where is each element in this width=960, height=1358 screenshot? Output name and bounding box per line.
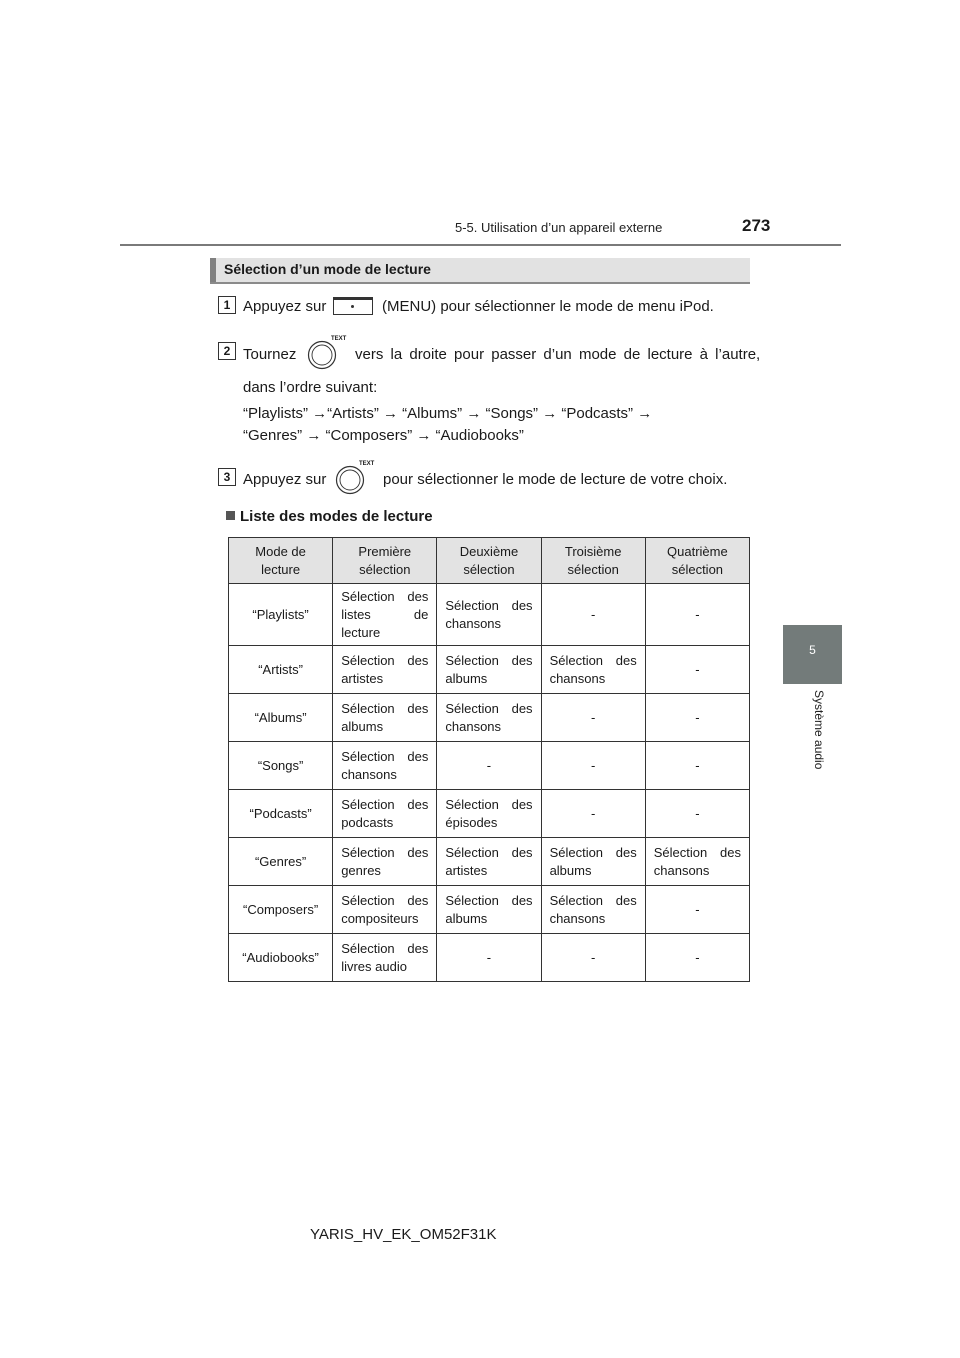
knob-text-label: TEXT [359, 461, 375, 467]
table-cell: Sélection des chansons [333, 742, 437, 790]
table-cell: Sélection des épisodes [437, 790, 541, 838]
step-2-text-after: vers la droite pour passer d’un mode de lecture à l’autre, [355, 346, 761, 363]
table-cell: - [645, 790, 749, 838]
table-cell: - [541, 790, 645, 838]
table-cell: Sélection des albums [333, 694, 437, 742]
step-3-text-after: pour sélectionner le mode de lecture de votre choix. [383, 471, 728, 488]
table-cell: “Albums” [229, 694, 333, 742]
table-cell: Sélection des chansons [541, 646, 645, 694]
table-cell: “Genres” [229, 838, 333, 886]
table-cell: Sélection des artistes [437, 838, 541, 886]
table-cell: - [645, 584, 749, 646]
table-row [229, 742, 750, 790]
table-cell: Sélection des compositeurs [333, 886, 437, 934]
playback-modes-table [228, 537, 750, 982]
table-cell: Sélection des albums [541, 838, 645, 886]
bullet-square-icon [226, 511, 235, 520]
text-knob-icon [335, 461, 375, 495]
table-cell: Sélection des chansons [541, 886, 645, 934]
subsection-heading [226, 508, 433, 525]
step-3-text-before: Appuyez sur [243, 471, 327, 488]
table-cell: Sélection des chansons [437, 584, 541, 646]
menu-button-dot [351, 305, 354, 308]
table-cell: Sélection des albums [437, 886, 541, 934]
header-cell: Quatrième sélection [645, 538, 749, 584]
table-cell: - [645, 646, 749, 694]
subsection-title: Liste des modes de lecture [240, 508, 433, 525]
table-row [229, 646, 750, 694]
table-cell: - [541, 694, 645, 742]
table-cell: - [645, 742, 749, 790]
table-cell: - [541, 584, 645, 646]
header-cell: Troisième sélection [541, 538, 645, 584]
header-cell: Mode de lecture [229, 538, 333, 584]
table-cell: Sélection des livres audio [333, 934, 437, 982]
table-cell: “Podcasts” [229, 790, 333, 838]
table-cell: “Artists” [229, 646, 333, 694]
text-knob-icon [307, 336, 347, 370]
chapter-label: Système audio [812, 690, 826, 770]
table-row [229, 934, 750, 982]
table-cell: “Playlists” [229, 584, 333, 646]
table-cell: - [645, 886, 749, 934]
step-1-text-after: (MENU) pour sélectionner le mode de menu iPod. [382, 298, 714, 315]
menu-button-icon [333, 297, 373, 315]
mode-sequence-line-1: “Playlists” →“Artists” → “Albums” → “Songs” → “Podcasts” → [243, 405, 653, 422]
table-cell: - [437, 934, 541, 982]
table-row [229, 584, 750, 646]
document-code: YARIS_HV_EK_OM52F31K [310, 1226, 497, 1243]
step-number-3: 3 [218, 468, 236, 486]
knob-text-label: TEXT [331, 336, 347, 342]
header-rule [120, 244, 841, 246]
step-number-1: 1 [218, 296, 236, 314]
table-cell: “Audiobooks” [229, 934, 333, 982]
header-cell: Première sélection [333, 538, 437, 584]
table-cell: - [541, 742, 645, 790]
table-cell: “Composers” [229, 886, 333, 934]
header-cell: Deuxième sélection [437, 538, 541, 584]
table-cell: Sélection des artistes [333, 646, 437, 694]
step-number-2: 2 [218, 342, 236, 360]
table-cell: Sélection des genres [333, 838, 437, 886]
table-row [229, 790, 750, 838]
table-cell: Sélection des albums [437, 646, 541, 694]
table-cell: Sélection des chansons [437, 694, 541, 742]
text-knob-icon-graphic [335, 465, 365, 495]
table-cell: - [541, 934, 645, 982]
table-cell: - [645, 694, 749, 742]
section-title: Sélection d’un mode de lecture [224, 261, 431, 277]
chapter-number: 5 [809, 643, 816, 657]
step-2-text-line2: dans l’ordre suivant: [243, 379, 378, 396]
page-number: 273 [742, 216, 771, 235]
table-row [229, 694, 750, 742]
table-cell: Sélection des listes de lecture [333, 584, 437, 646]
step-1-text-before: Appuyez sur [243, 298, 327, 315]
table-header-row [229, 538, 750, 584]
table-cell: Sélection des chansons [645, 838, 749, 886]
table-row [229, 886, 750, 934]
mode-sequence-line-2: “Genres” → “Composers” → “Audiobooks” [243, 427, 524, 444]
table-cell: - [645, 934, 749, 982]
step-2-text-before: Tournez [243, 346, 297, 363]
table-cell: - [437, 742, 541, 790]
running-header-section: 5-5. Utilisation d’un appareil externe [455, 220, 663, 235]
table-row [229, 838, 750, 886]
table-cell: “Songs” [229, 742, 333, 790]
section-title-bar [210, 258, 750, 284]
section-bar-accent [210, 258, 216, 282]
table-cell: Sélection des podcasts [333, 790, 437, 838]
text-knob-icon-graphic [307, 340, 337, 370]
